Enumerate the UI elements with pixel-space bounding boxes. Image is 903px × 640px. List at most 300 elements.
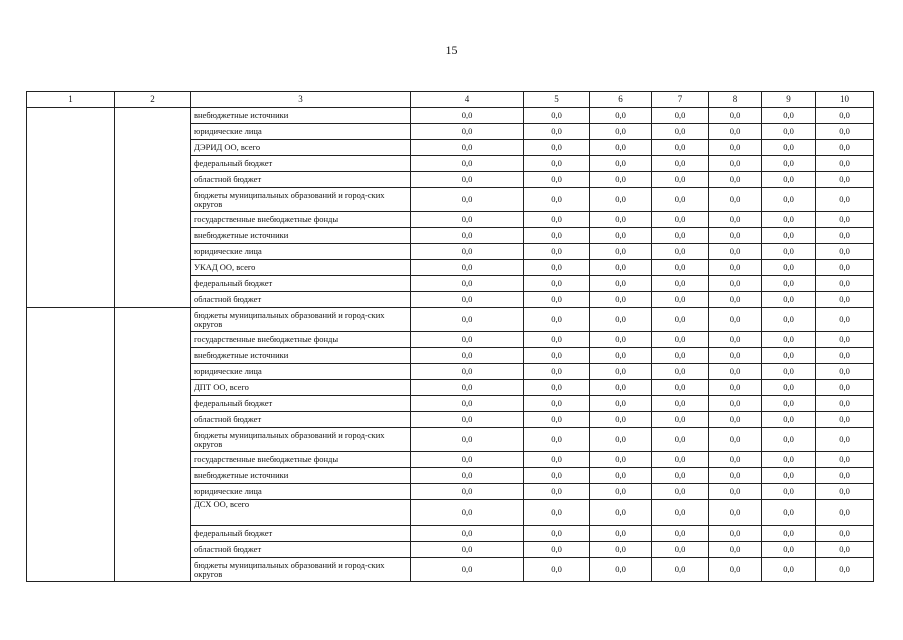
value-cell-col-7: 0,0 [652, 212, 709, 228]
table-row [27, 348, 874, 364]
program-name-cell [115, 332, 191, 348]
value-cell-col-6: 0,0 [590, 380, 652, 396]
row-number-cell [27, 276, 115, 292]
value-cell-col-6: 0,0 [590, 364, 652, 380]
program-name-cell [115, 412, 191, 428]
program-name-cell [115, 212, 191, 228]
table-row [27, 188, 874, 212]
value-cell-col-10: 0,0 [816, 124, 874, 140]
value-cell-col-6: 0,0 [590, 468, 652, 484]
value-cell-col-6: 0,0 [590, 172, 652, 188]
value-cell-col-4: 0,0 [411, 348, 524, 364]
value-cell-col-9: 0,0 [762, 172, 816, 188]
value-cell-col-6: 0,0 [590, 308, 652, 332]
value-cell-col-4: 0,0 [411, 108, 524, 124]
program-name-cell [115, 140, 191, 156]
row-number-cell [27, 452, 115, 468]
value-cell-col-8: 0,0 [709, 212, 762, 228]
source-label: бюджеты муниципальных образований и город-ских округов [191, 308, 411, 332]
row-number-cell [27, 108, 115, 124]
value-cell-col-8: 0,0 [709, 244, 762, 260]
source-label: бюджеты муниципальных образований и город-ских округов [191, 558, 411, 582]
value-cell-col-10: 0,0 [816, 484, 874, 500]
value-cell-col-5: 0,0 [524, 140, 590, 156]
program-name-cell [115, 500, 191, 526]
value-cell-col-4: 0,0 [411, 500, 524, 526]
table-row [27, 380, 874, 396]
value-cell-col-8: 0,0 [709, 292, 762, 308]
value-cell-col-10: 0,0 [816, 332, 874, 348]
source-label: внебюджетные источники [191, 108, 411, 124]
value-cell-col-4: 0,0 [411, 276, 524, 292]
table-row [27, 468, 874, 484]
value-cell-col-9: 0,0 [762, 212, 816, 228]
value-cell-col-4: 0,0 [411, 140, 524, 156]
value-cell-col-8: 0,0 [709, 484, 762, 500]
source-label: юридические лица [191, 244, 411, 260]
value-cell-col-6: 0,0 [590, 484, 652, 500]
table-row [27, 332, 874, 348]
value-cell-col-5: 0,0 [524, 244, 590, 260]
source-label: областной бюджет [191, 172, 411, 188]
value-cell-col-4: 0,0 [411, 364, 524, 380]
value-cell-col-9: 0,0 [762, 526, 816, 542]
value-cell-col-10: 0,0 [816, 260, 874, 276]
value-cell-col-10: 0,0 [816, 396, 874, 412]
value-cell-col-4: 0,0 [411, 172, 524, 188]
column-header-8: 8 [709, 92, 762, 108]
program-name-cell [115, 396, 191, 412]
source-label: юридические лица [191, 484, 411, 500]
value-cell-col-7: 0,0 [652, 364, 709, 380]
table-row [27, 396, 874, 412]
value-cell-col-8: 0,0 [709, 428, 762, 452]
value-cell-col-4: 0,0 [411, 124, 524, 140]
value-cell-col-5: 0,0 [524, 468, 590, 484]
column-header-row [27, 92, 874, 108]
value-cell-col-8: 0,0 [709, 228, 762, 244]
value-cell-col-9: 0,0 [762, 108, 816, 124]
value-cell-col-10: 0,0 [816, 276, 874, 292]
table-row [27, 172, 874, 188]
value-cell-col-7: 0,0 [652, 348, 709, 364]
value-cell-col-7: 0,0 [652, 292, 709, 308]
row-number-cell [27, 172, 115, 188]
value-cell-col-5: 0,0 [524, 500, 590, 526]
value-cell-col-10: 0,0 [816, 244, 874, 260]
source-label: УКАД ОО, всего [191, 260, 411, 276]
source-label: ДЭРИД ОО, всего [191, 140, 411, 156]
value-cell-col-8: 0,0 [709, 260, 762, 276]
value-cell-col-10: 0,0 [816, 380, 874, 396]
row-number-cell [27, 308, 115, 332]
value-cell-col-9: 0,0 [762, 380, 816, 396]
value-cell-col-8: 0,0 [709, 108, 762, 124]
value-cell-col-6: 0,0 [590, 228, 652, 244]
value-cell-col-10: 0,0 [816, 172, 874, 188]
program-name-cell [115, 484, 191, 500]
value-cell-col-6: 0,0 [590, 526, 652, 542]
value-cell-col-5: 0,0 [524, 276, 590, 292]
source-label: бюджеты муниципальных образований и город-ских округов [191, 188, 411, 212]
value-cell-col-5: 0,0 [524, 188, 590, 212]
value-cell-col-7: 0,0 [652, 500, 709, 526]
value-cell-col-4: 0,0 [411, 484, 524, 500]
row-number-cell [27, 412, 115, 428]
value-cell-col-6: 0,0 [590, 260, 652, 276]
table-row [27, 140, 874, 156]
value-cell-col-6: 0,0 [590, 348, 652, 364]
program-name-cell [115, 364, 191, 380]
table-row [27, 428, 874, 452]
value-cell-col-7: 0,0 [652, 124, 709, 140]
value-cell-col-9: 0,0 [762, 308, 816, 332]
table-row [27, 542, 874, 558]
value-cell-col-4: 0,0 [411, 428, 524, 452]
value-cell-col-10: 0,0 [816, 364, 874, 380]
value-cell-col-7: 0,0 [652, 468, 709, 484]
value-cell-col-5: 0,0 [524, 212, 590, 228]
value-cell-col-6: 0,0 [590, 428, 652, 452]
program-name-cell [115, 428, 191, 452]
value-cell-col-6: 0,0 [590, 108, 652, 124]
value-cell-col-5: 0,0 [524, 124, 590, 140]
value-cell-col-5: 0,0 [524, 332, 590, 348]
value-cell-col-10: 0,0 [816, 558, 874, 582]
row-number-cell [27, 484, 115, 500]
value-cell-col-7: 0,0 [652, 484, 709, 500]
table-row [27, 526, 874, 542]
value-cell-col-8: 0,0 [709, 172, 762, 188]
value-cell-col-9: 0,0 [762, 156, 816, 172]
value-cell-col-7: 0,0 [652, 452, 709, 468]
value-cell-col-9: 0,0 [762, 260, 816, 276]
value-cell-col-5: 0,0 [524, 364, 590, 380]
column-header-3: 3 [191, 92, 411, 108]
program-name-cell [115, 452, 191, 468]
value-cell-col-7: 0,0 [652, 108, 709, 124]
value-cell-col-8: 0,0 [709, 276, 762, 292]
value-cell-col-6: 0,0 [590, 452, 652, 468]
program-name-cell [115, 108, 191, 124]
table-row [27, 228, 874, 244]
program-name-cell [115, 228, 191, 244]
program-name-cell [115, 348, 191, 364]
value-cell-col-4: 0,0 [411, 542, 524, 558]
source-label: внебюджетные источники [191, 468, 411, 484]
row-number-cell [27, 260, 115, 276]
table-row [27, 452, 874, 468]
value-cell-col-5: 0,0 [524, 260, 590, 276]
program-name-cell [115, 292, 191, 308]
source-label: областной бюджет [191, 542, 411, 558]
value-cell-col-10: 0,0 [816, 542, 874, 558]
value-cell-col-7: 0,0 [652, 228, 709, 244]
value-cell-col-5: 0,0 [524, 428, 590, 452]
value-cell-col-10: 0,0 [816, 228, 874, 244]
value-cell-col-7: 0,0 [652, 260, 709, 276]
value-cell-col-9: 0,0 [762, 468, 816, 484]
source-label: бюджеты муниципальных образований и город-ских округов [191, 428, 411, 452]
value-cell-col-8: 0,0 [709, 380, 762, 396]
value-cell-col-4: 0,0 [411, 412, 524, 428]
table-row [27, 260, 874, 276]
value-cell-col-6: 0,0 [590, 276, 652, 292]
source-label: ДПТ ОО, всего [191, 380, 411, 396]
value-cell-col-10: 0,0 [816, 500, 874, 526]
value-cell-col-6: 0,0 [590, 542, 652, 558]
value-cell-col-6: 0,0 [590, 188, 652, 212]
source-label: ДСХ ОО, всего [191, 500, 411, 526]
table-row [27, 244, 874, 260]
row-number-cell [27, 542, 115, 558]
value-cell-col-7: 0,0 [652, 156, 709, 172]
value-cell-col-6: 0,0 [590, 558, 652, 582]
row-number-cell [27, 244, 115, 260]
value-cell-col-10: 0,0 [816, 292, 874, 308]
row-number-cell [27, 526, 115, 542]
value-cell-col-7: 0,0 [652, 396, 709, 412]
value-cell-col-9: 0,0 [762, 412, 816, 428]
value-cell-col-10: 0,0 [816, 428, 874, 452]
value-cell-col-10: 0,0 [816, 188, 874, 212]
column-header-5: 5 [524, 92, 590, 108]
row-number-cell [27, 500, 115, 526]
value-cell-col-10: 0,0 [816, 308, 874, 332]
value-cell-col-9: 0,0 [762, 244, 816, 260]
value-cell-col-6: 0,0 [590, 292, 652, 308]
value-cell-col-9: 0,0 [762, 188, 816, 212]
value-cell-col-8: 0,0 [709, 558, 762, 582]
row-number-cell [27, 348, 115, 364]
source-label: областной бюджет [191, 292, 411, 308]
value-cell-col-9: 0,0 [762, 228, 816, 244]
value-cell-col-7: 0,0 [652, 428, 709, 452]
value-cell-col-9: 0,0 [762, 364, 816, 380]
value-cell-col-10: 0,0 [816, 156, 874, 172]
value-cell-col-5: 0,0 [524, 108, 590, 124]
row-number-cell [27, 292, 115, 308]
table-row [27, 292, 874, 308]
value-cell-col-8: 0,0 [709, 348, 762, 364]
value-cell-col-5: 0,0 [524, 348, 590, 364]
value-cell-col-8: 0,0 [709, 396, 762, 412]
value-cell-col-4: 0,0 [411, 292, 524, 308]
value-cell-col-10: 0,0 [816, 212, 874, 228]
value-cell-col-10: 0,0 [816, 348, 874, 364]
source-label: государственные внебюджетные фонды [191, 452, 411, 468]
source-label: государственные внебюджетные фонды [191, 332, 411, 348]
program-name-cell [115, 380, 191, 396]
value-cell-col-7: 0,0 [652, 542, 709, 558]
value-cell-col-6: 0,0 [590, 244, 652, 260]
value-cell-col-9: 0,0 [762, 124, 816, 140]
value-cell-col-5: 0,0 [524, 308, 590, 332]
value-cell-col-9: 0,0 [762, 140, 816, 156]
table-row [27, 108, 874, 124]
value-cell-col-9: 0,0 [762, 276, 816, 292]
row-number-cell [27, 396, 115, 412]
value-cell-col-5: 0,0 [524, 558, 590, 582]
value-cell-col-6: 0,0 [590, 412, 652, 428]
value-cell-col-5: 0,0 [524, 542, 590, 558]
program-name-cell [115, 468, 191, 484]
value-cell-col-8: 0,0 [709, 156, 762, 172]
value-cell-col-4: 0,0 [411, 558, 524, 582]
value-cell-col-5: 0,0 [524, 156, 590, 172]
value-cell-col-5: 0,0 [524, 396, 590, 412]
value-cell-col-4: 0,0 [411, 308, 524, 332]
table-row [27, 124, 874, 140]
value-cell-col-8: 0,0 [709, 124, 762, 140]
table-row [27, 500, 874, 526]
column-header-10: 10 [816, 92, 874, 108]
value-cell-col-4: 0,0 [411, 452, 524, 468]
value-cell-col-7: 0,0 [652, 308, 709, 332]
row-number-cell [27, 468, 115, 484]
value-cell-col-9: 0,0 [762, 332, 816, 348]
source-label: государственные внебюджетные фонды [191, 212, 411, 228]
value-cell-col-9: 0,0 [762, 396, 816, 412]
table-row [27, 558, 874, 582]
program-name-cell [115, 244, 191, 260]
value-cell-col-9: 0,0 [762, 542, 816, 558]
value-cell-col-4: 0,0 [411, 156, 524, 172]
column-header-6: 6 [590, 92, 652, 108]
program-name-cell [115, 124, 191, 140]
source-label: внебюджетные источники [191, 348, 411, 364]
value-cell-col-9: 0,0 [762, 348, 816, 364]
source-label: федеральный бюджет [191, 276, 411, 292]
program-name-cell [115, 188, 191, 212]
value-cell-col-7: 0,0 [652, 244, 709, 260]
row-number-cell [27, 156, 115, 172]
value-cell-col-10: 0,0 [816, 412, 874, 428]
value-cell-col-7: 0,0 [652, 558, 709, 582]
value-cell-col-5: 0,0 [524, 484, 590, 500]
value-cell-col-9: 0,0 [762, 428, 816, 452]
value-cell-col-8: 0,0 [709, 542, 762, 558]
value-cell-col-10: 0,0 [816, 468, 874, 484]
value-cell-col-5: 0,0 [524, 228, 590, 244]
value-cell-col-8: 0,0 [709, 188, 762, 212]
value-cell-col-4: 0,0 [411, 468, 524, 484]
row-number-cell [27, 428, 115, 452]
value-cell-col-6: 0,0 [590, 156, 652, 172]
value-cell-col-6: 0,0 [590, 396, 652, 412]
value-cell-col-4: 0,0 [411, 332, 524, 348]
value-cell-col-7: 0,0 [652, 276, 709, 292]
source-label: внебюджетные источники [191, 228, 411, 244]
row-number-cell [27, 380, 115, 396]
value-cell-col-8: 0,0 [709, 140, 762, 156]
budget-table [26, 91, 874, 582]
value-cell-col-7: 0,0 [652, 172, 709, 188]
row-number-cell [27, 188, 115, 212]
value-cell-col-4: 0,0 [411, 396, 524, 412]
value-cell-col-4: 0,0 [411, 260, 524, 276]
value-cell-col-4: 0,0 [411, 244, 524, 260]
column-header-7: 7 [652, 92, 709, 108]
value-cell-col-9: 0,0 [762, 292, 816, 308]
value-cell-col-5: 0,0 [524, 452, 590, 468]
value-cell-col-4: 0,0 [411, 212, 524, 228]
value-cell-col-4: 0,0 [411, 188, 524, 212]
value-cell-col-6: 0,0 [590, 212, 652, 228]
value-cell-col-8: 0,0 [709, 468, 762, 484]
source-label: федеральный бюджет [191, 156, 411, 172]
value-cell-col-7: 0,0 [652, 140, 709, 156]
value-cell-col-5: 0,0 [524, 412, 590, 428]
value-cell-col-8: 0,0 [709, 364, 762, 380]
table-row [27, 412, 874, 428]
value-cell-col-4: 0,0 [411, 228, 524, 244]
program-name-cell [115, 558, 191, 582]
value-cell-col-5: 0,0 [524, 380, 590, 396]
program-name-cell [115, 276, 191, 292]
value-cell-col-5: 0,0 [524, 526, 590, 542]
program-name-cell [115, 260, 191, 276]
value-cell-col-9: 0,0 [762, 452, 816, 468]
value-cell-col-10: 0,0 [816, 452, 874, 468]
source-label: областной бюджет [191, 412, 411, 428]
column-header-1: 1 [27, 92, 115, 108]
value-cell-col-7: 0,0 [652, 188, 709, 212]
row-number-cell [27, 124, 115, 140]
value-cell-col-5: 0,0 [524, 292, 590, 308]
value-cell-col-6: 0,0 [590, 332, 652, 348]
value-cell-col-5: 0,0 [524, 172, 590, 188]
value-cell-col-10: 0,0 [816, 526, 874, 542]
column-header-9: 9 [762, 92, 816, 108]
value-cell-col-8: 0,0 [709, 308, 762, 332]
value-cell-col-9: 0,0 [762, 558, 816, 582]
value-cell-col-7: 0,0 [652, 380, 709, 396]
column-header-4: 4 [411, 92, 524, 108]
table-row [27, 276, 874, 292]
value-cell-col-8: 0,0 [709, 500, 762, 526]
source-label: юридические лица [191, 364, 411, 380]
value-cell-col-6: 0,0 [590, 500, 652, 526]
program-name-cell [115, 172, 191, 188]
value-cell-col-6: 0,0 [590, 124, 652, 140]
value-cell-col-10: 0,0 [816, 140, 874, 156]
table-row [27, 484, 874, 500]
row-number-cell [27, 228, 115, 244]
value-cell-col-4: 0,0 [411, 380, 524, 396]
column-header-2: 2 [115, 92, 191, 108]
value-cell-col-7: 0,0 [652, 332, 709, 348]
table-row [27, 364, 874, 380]
value-cell-col-9: 0,0 [762, 484, 816, 500]
table-row [27, 156, 874, 172]
value-cell-col-7: 0,0 [652, 412, 709, 428]
source-label: юридические лица [191, 124, 411, 140]
page-number: 15 [445, 43, 458, 57]
value-cell-col-8: 0,0 [709, 526, 762, 542]
row-number-cell [27, 558, 115, 582]
value-cell-col-6: 0,0 [590, 140, 652, 156]
value-cell-col-9: 0,0 [762, 500, 816, 526]
table-row [27, 308, 874, 332]
value-cell-col-8: 0,0 [709, 452, 762, 468]
value-cell-col-10: 0,0 [816, 108, 874, 124]
value-cell-col-8: 0,0 [709, 412, 762, 428]
row-number-cell [27, 332, 115, 348]
table-row [27, 212, 874, 228]
value-cell-col-8: 0,0 [709, 332, 762, 348]
program-name-cell [115, 156, 191, 172]
